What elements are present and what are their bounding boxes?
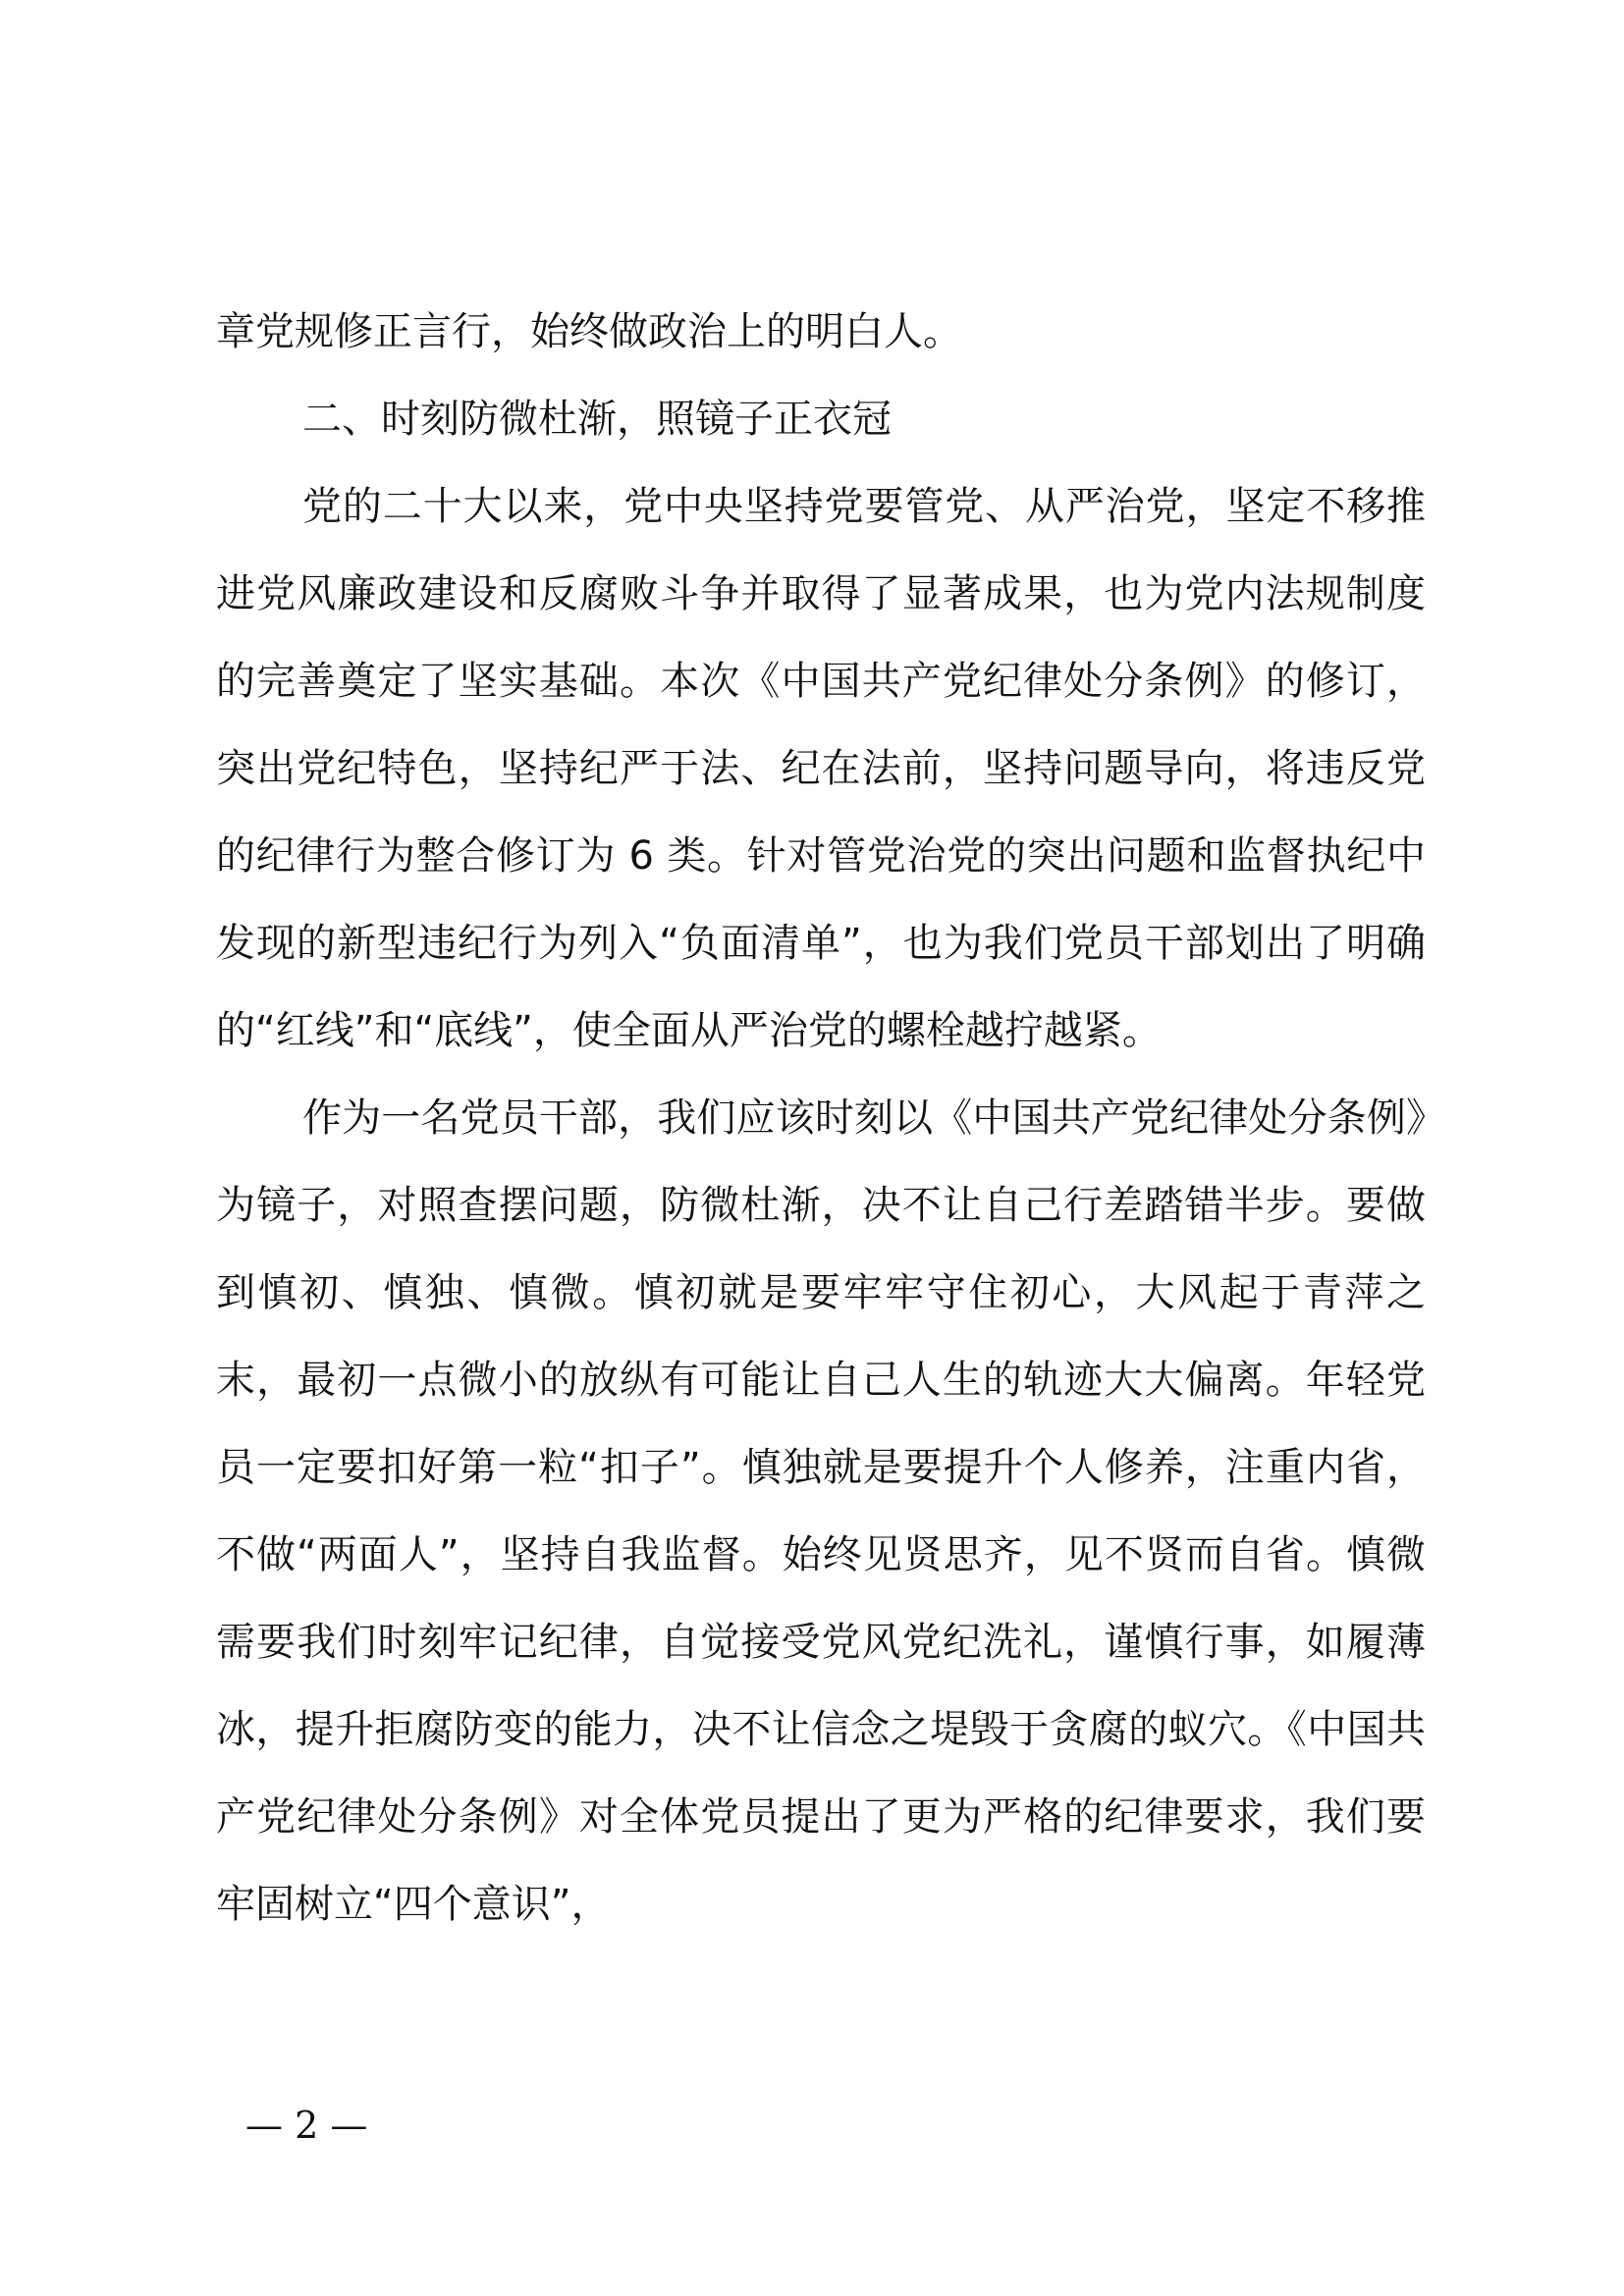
paragraph: 党的二十大以来，党中央坚持党要管党、从严治党，坚定不移推进党风廉政建设和反腐败斗争并取得了显著成果，也为党内法规制度的完善奠定了坚实基础。本次《中国共产党纪律处分条例》的修订，突出党纪特色，坚持纪严于法、纪在法前，坚持问题导向，将违反党的纪律行为整合修订为 6 类。针对管党治党的突出问题和监督执纪中发现的新型违纪行为列入“负面清单”，也为我们党员干部划出了明确的“红线”和“底线”，使全面从严治党的螺栓越拧越紧。: [216, 484, 1426, 1053]
document-body: [216, 289, 1426, 1949]
page-number: — 2 —: [245, 2104, 368, 2147]
paragraph: 作为一名党员干部，我们应该时刻以《中国共产党纪律处分条例》为镜子，对照查摆问题，防微杜渐，决不让自己行差踏错半步。要做到慎初、慎独、慎微。慎初就是要牢牢守住初心，大风起于青萍之末，最初一点微小的放纵有可能让自己人生的轨迹大大偏离。年轻党员一定要扣好第一粒“扣子”。慎独就是要提升个人修养，注重内省，不做“两面人”，坚持自我监督。始终见贤思齐，见不贤而自省。慎微需要我们时刻牢记纪律，自觉接受党风党纪洗礼，谨慎行事，如履薄冰，提升拒腐防变的能力，决不让信念之堤毁于贪腐的蚁穴。《中国共产党纪律处分条例》对全体党员提出了更为严格的纪律要求，我们要牢固树立“四个意识”，: [216, 1095, 1426, 1927]
section-heading: 二、时刻防微杜渐，照镜子正衣冠: [302, 397, 892, 442]
paragraph-continuation: 章党规修正言行，始终做政治上的明白人。: [216, 309, 962, 354]
